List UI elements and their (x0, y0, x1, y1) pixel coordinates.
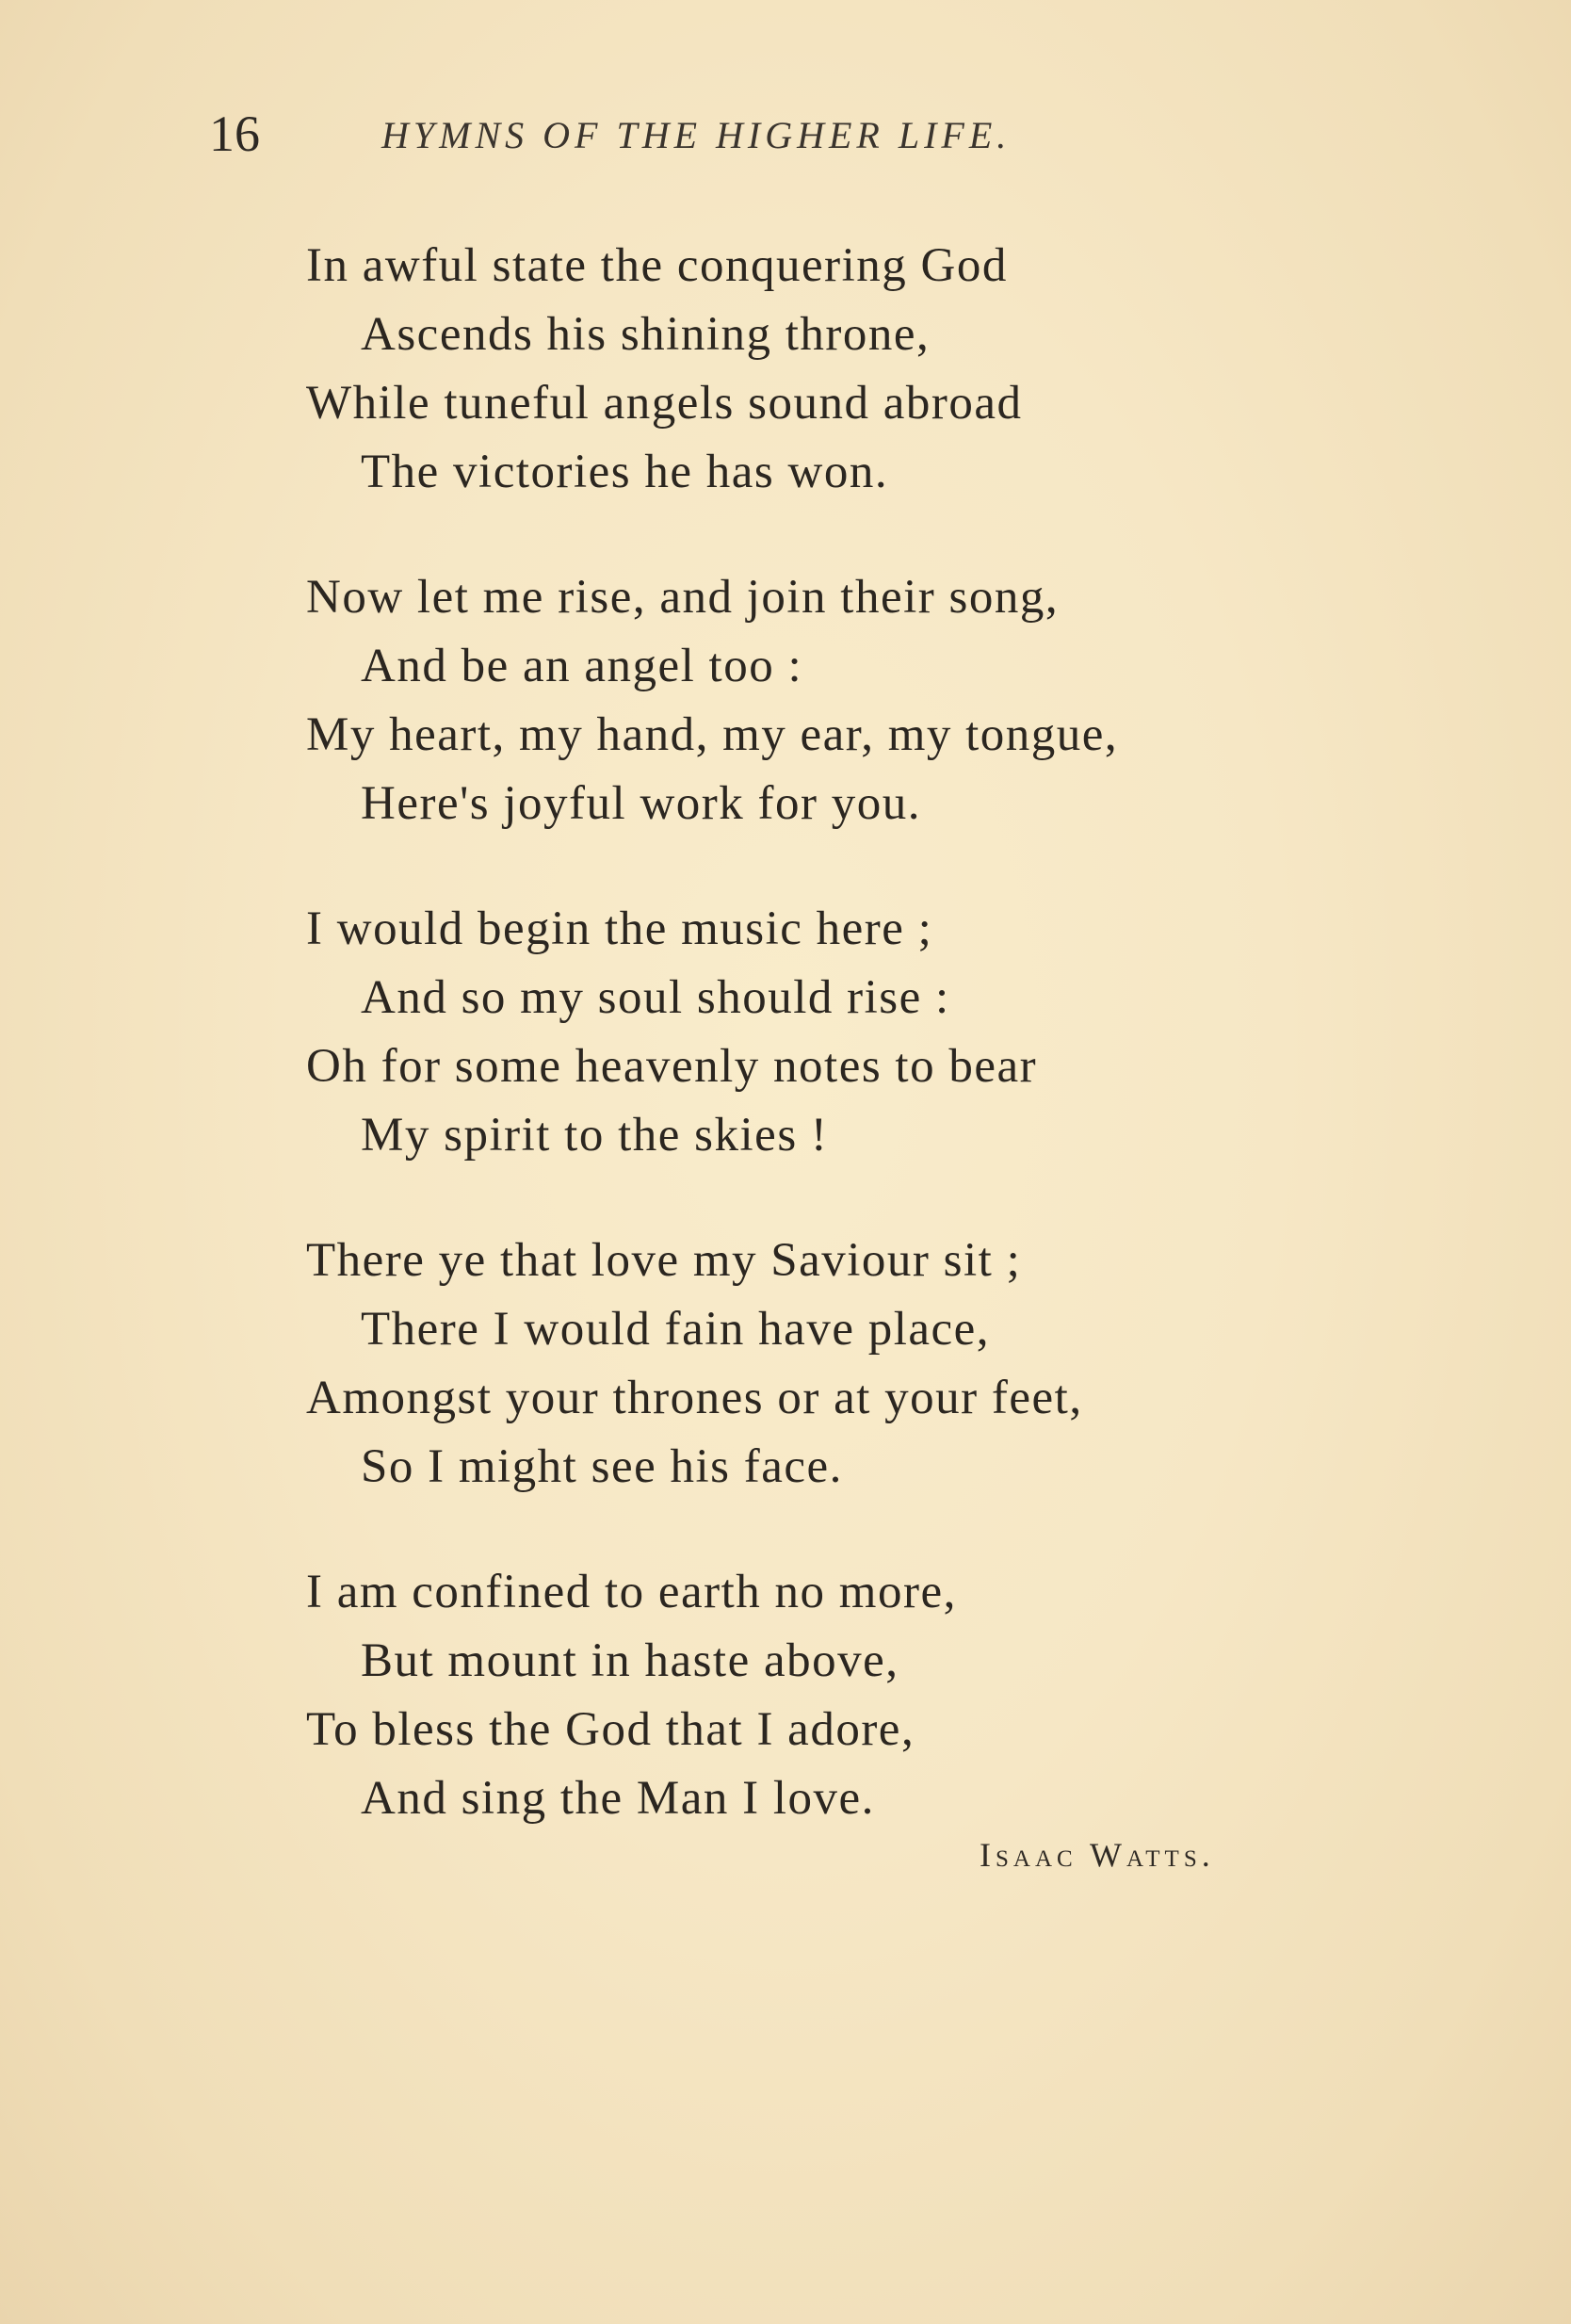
verse-line: My heart, my hand, my ear, my tongue, (306, 708, 1119, 761)
hymn-text (306, 232, 1361, 1890)
page-header (0, 106, 1571, 171)
stanza-3 (306, 895, 1361, 1170)
verse-line: Amongst your thrones or at your feet, (306, 1372, 1083, 1424)
verse-line: Ascends his shining throne, (361, 308, 931, 361)
verse-line: I am confined to earth no more, (306, 1566, 957, 1618)
running-head: HYMNS OF THE HIGHER LIFE. (381, 114, 1012, 156)
verse-line: There ye that love my Saviour sit ; (306, 1234, 1022, 1287)
stanza-5 (306, 1558, 1361, 1833)
verse-line: Oh for some heavenly notes to bear (306, 1040, 1038, 1093)
verse-line: I would begin the music here ; (306, 902, 933, 955)
verse-line: There I would fain have place, (361, 1303, 991, 1356)
verse-line: The victories he has won. (361, 446, 889, 498)
author-attribution: Isaac Watts. (980, 1836, 1215, 1874)
verse-line: Here's joyful work for you. (361, 777, 921, 830)
page-number: 16 (209, 106, 260, 162)
verse-line: And so my soul should rise : (361, 971, 950, 1024)
verse-line: In awful state the conquering God (306, 239, 1008, 292)
verse-line: To bless the God that I adore, (306, 1703, 915, 1756)
stanza-4 (306, 1227, 1361, 1502)
verse-line: But mount in haste above, (361, 1634, 899, 1687)
verse-line: My spirit to the skies ! (361, 1109, 829, 1162)
verse-line: So I might see his face. (361, 1440, 843, 1493)
verse-line: While tuneful angels sound abroad (306, 377, 1023, 430)
verse-line: Now let me rise, and join their song, (306, 571, 1060, 624)
stanza-2 (306, 563, 1361, 838)
verse-line: And sing the Man I love. (361, 1772, 875, 1825)
stanza-1 (306, 232, 1361, 507)
verse-line: And be an angel too : (361, 640, 803, 692)
